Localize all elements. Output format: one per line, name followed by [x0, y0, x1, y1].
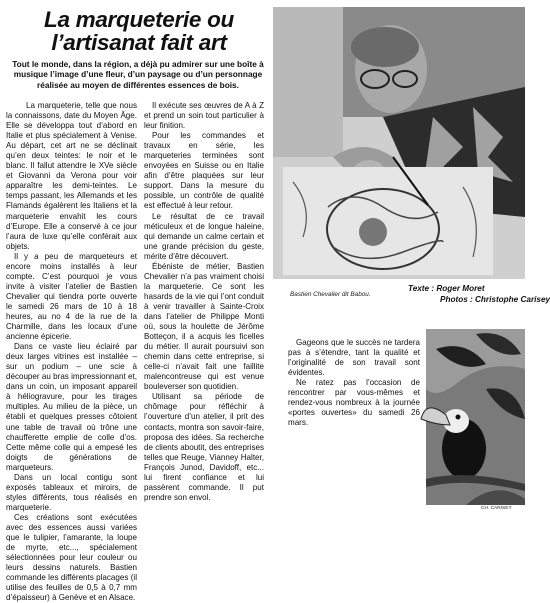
text-column-3 — [288, 338, 420, 513]
paragraph: Pour les commandes et travaux en série, les marqueteries terminées sont envoyées en Suisse ou en Italie afin d’être plaquées sur leur support. Dans la mesure du possible, un contrôle de qualité est effectué à leur retour. — [144, 131, 264, 211]
photo-toucan-marquetry-main — [426, 329, 525, 505]
byline-photos: Photos : Christophe Carisey — [440, 295, 550, 304]
title-line-2: l’artisanat fait art — [51, 30, 227, 55]
photo2-credit: CH. CARISEY — [481, 506, 512, 511]
article-title — [8, 8, 270, 54]
paragraph: Dans un local contigu sont exposés tableaux et miroirs, de styles différents, tous réalisés en marqueterie. — [6, 472, 137, 512]
title-line-1: La marqueterie ou — [44, 7, 234, 32]
paragraph: Le résultat de ce travail méticuleux et de longue haleine, qui demande un calme certain et une grande précision du geste, mérite d’être découvert. — [144, 211, 264, 261]
text-column-1 — [6, 101, 137, 603]
paragraph: Ces créations sont exécutées avec des essences aussi variées que le tulipier, l’amarante, la loupe de myrte, etc..., spécialement sélectionnées pour leur couleur ou leurs dessins naturels. Bastien commande les différents placages (il utilise des feuilles de 0,5 à 0,7 mm d’épaisseur) à Genève et en Alsace. — [6, 512, 137, 603]
paragraph: Ne ratez pas l’occasion de rencontrer par vous-mêmes et rendez-vous nombreux à la journée «portes ouvertes» du samedi 26 mars. — [288, 378, 420, 428]
photo-toucan-marquetry — [288, 329, 426, 337]
paragraph: Gageons que le succès ne tardera pas à s’étendre, tant la qualité et l’originalité de son travail sont évidentes. — [288, 338, 420, 378]
paragraph: Il exécute ses œuvres de A à Z et prend un soin tout particulier à leur finition. — [144, 101, 264, 131]
article-lead: Tout le monde, dans la région, a déjà pu admirer sur une boîte à musique l’image d’une fleur, d’un paysage ou d’un personnage réalisée au moyen de différentes essences de bois. — [12, 59, 264, 90]
byline-text: Texte : Roger Moret — [408, 284, 485, 293]
paragraph: La marqueterie, telle que nous la connaissons, date du Moyen Âge. Elle se développa tout d’abord en Italie et plus spécialement à Venise. Au départ, cet art ne se déclinait qu’en deux teintes: le noir et le blanc. Il fallut attendre le XVe siècle et Giovanni da Verona pour voir apparaître les demi-teintes. Le temps passant, les Allemands et les Flamands égalèrent les Italiens et la marqueterie envahit les cours d’Europe. Elle a conservé à ce jour l’aura de luxe qu’elle conférait aux objets. — [6, 101, 137, 251]
text-column-2 — [144, 101, 264, 511]
paragraph: Ébéniste de métier, Bastien Chevalier n’a pas vraiment choisi la marqueterie. Ce sont les hasards de la vie qui l’ont conduit à venir travailler à Sainte-Croix dans l’atelier de Philippe Monti où, sous la houlette de Jérôme Botteçon, il a acquis les ficelles du métier. Il aurait poursuivi son chemin dans cette entreprise, si celle-ci n’avait fait une faillite malencontreuse qui est venue bouleverser son quotidien. — [144, 261, 264, 392]
paragraph: Dans ce vaste lieu éclairé par deux larges vitrines est installée – sur un podium – une scie à découper au bras impressionnant et, dans un coin, un imposant appareil à héliogravure, pour les tirages multiples. Au milieu de la pièce, un établi et quelques presses côtoient une table de travail où trône une chaufferette emplie de colle d’os. Cette même colle qui a empesé les doigts de générations de marqueteurs. — [6, 342, 137, 472]
paragraph: Utilisant sa période de chômage pour réfléchir à l’ouverture d’un atelier, il prit des contacts, montra son savoir-faire, proposa des idées. Sa recherche de clients aboutit, des entreprises telles que Reuge, Vianney Halter, François Junod, Davidoff, etc... lui firent confiance et lui passèrent commande. Il put prendre son envol. — [144, 392, 264, 502]
byline — [408, 283, 550, 305]
paragraph: Il y a peu de marqueteurs et encore moins installés à leur compte. C’est pourquoi je vous invite à visiter l’atelier de Bastien Chevalier qui tiendra porte ouverte le samedi 26 mars de 10 à 18 heures, au no 4 de la rue de la Charmille, dans les locaux d’une ancienne épicerie. — [6, 251, 137, 342]
photo-artisan — [273, 7, 525, 279]
photo-caption: Bastien Chevalier dit Babou. — [290, 291, 371, 298]
